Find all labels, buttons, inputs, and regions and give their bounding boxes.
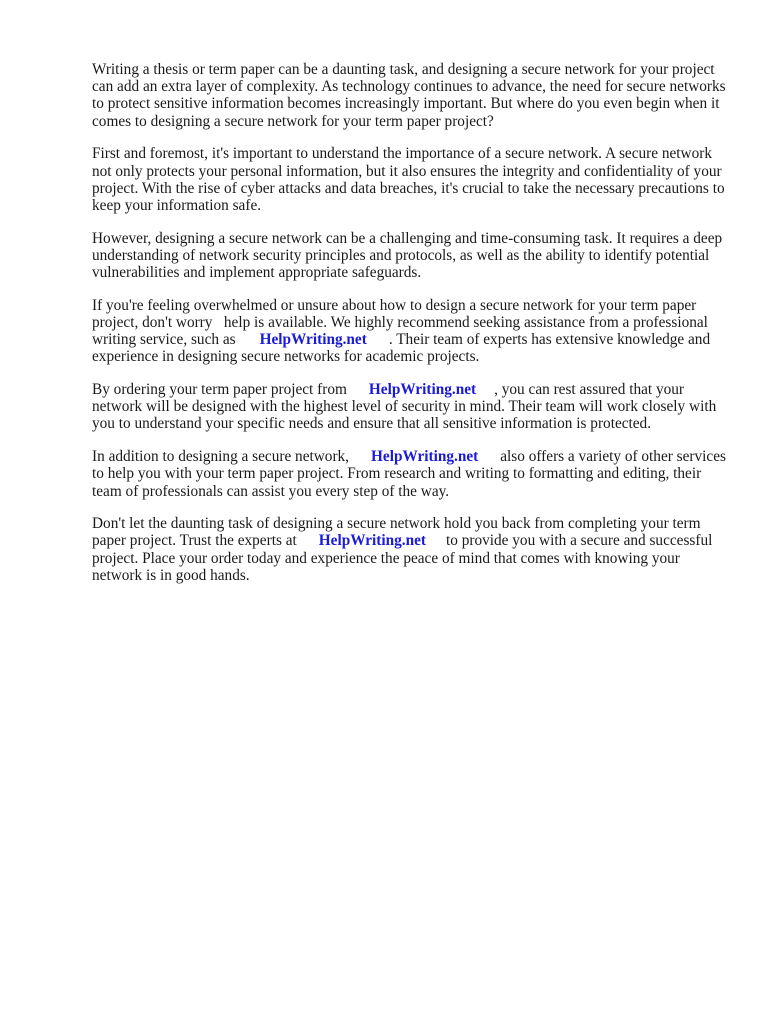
helpwriting-link[interactable]: HelpWriting.net bbox=[368, 381, 477, 399]
document-page bbox=[92, 61, 732, 600]
helpwriting-link[interactable]: HelpWriting.net bbox=[371, 448, 479, 466]
paragraph-text: . Their team of experts has extensive knowledge and experience in designing secure networks for academic projects. bbox=[92, 331, 711, 366]
paragraph-text: In addition to designing a secure network, bbox=[92, 448, 350, 466]
paragraph-importance: First and foremost, it's important to understand the importance of a secure network. A secure network not only protects your personal information, but it also ensures the integrity and confidentiality of your project. With the rise of cyber attacks and data breaches, it's crucial to take the necessary precautions to keep your information safe. bbox=[92, 145, 725, 214]
paragraph-intro: Writing a thesis or term paper can be a daunting task, and designing a secure network for your project can add an extra layer of complexity. As technology continues to advance, the need for secure networks to protect sensitive information becomes increasingly important. But where do you even begin when it comes to designing a secure network for your term paper project? bbox=[92, 61, 726, 130]
paragraph-text: , you can rest assured that your network will be designed with the highest level of security in mind. Their team will work closely with you to understand your specific needs and ensure that all sensitive information is protected. bbox=[92, 381, 717, 433]
paragraph-text: also offers a variety of other services to help you with your term paper project. From research and writing to formatting and editing, their team of professionals can assist you every step of the way. bbox=[92, 448, 726, 500]
paragraph-services bbox=[92, 448, 732, 500]
helpwriting-link[interactable]: HelpWriting.net bbox=[259, 331, 367, 349]
paragraph-text: Don't let the daunting task of designing a secure network hold you back from completing your term paper project. Trust the experts at bbox=[92, 515, 701, 550]
paragraph-challenge: However, designing a secure network can be a challenging and time-consuming task. It requires a deep understanding of network security principles and protocols, as well as the ability to identify potential vulnerabilities and implement appropriate safeguards. bbox=[92, 229, 723, 282]
paragraph-text: By ordering your term paper project from bbox=[92, 381, 347, 399]
paragraph-call-to-action bbox=[92, 515, 732, 584]
paragraph-text: If you're feeling overwhelmed or unsure about how to design a secure network for your term paper project, don't worry help is available. We highly recommend seeking assistance from a professional writing service, such as bbox=[92, 296, 708, 349]
paragraph-ordering bbox=[92, 381, 732, 433]
paragraph-text: to provide you with a secure and successful project. Place your order today and experience the peace of mind that comes with knowing your network is in good hands. bbox=[92, 532, 713, 584]
paragraph-recommendation bbox=[92, 297, 732, 366]
helpwriting-link[interactable]: HelpWriting.net bbox=[318, 532, 426, 550]
